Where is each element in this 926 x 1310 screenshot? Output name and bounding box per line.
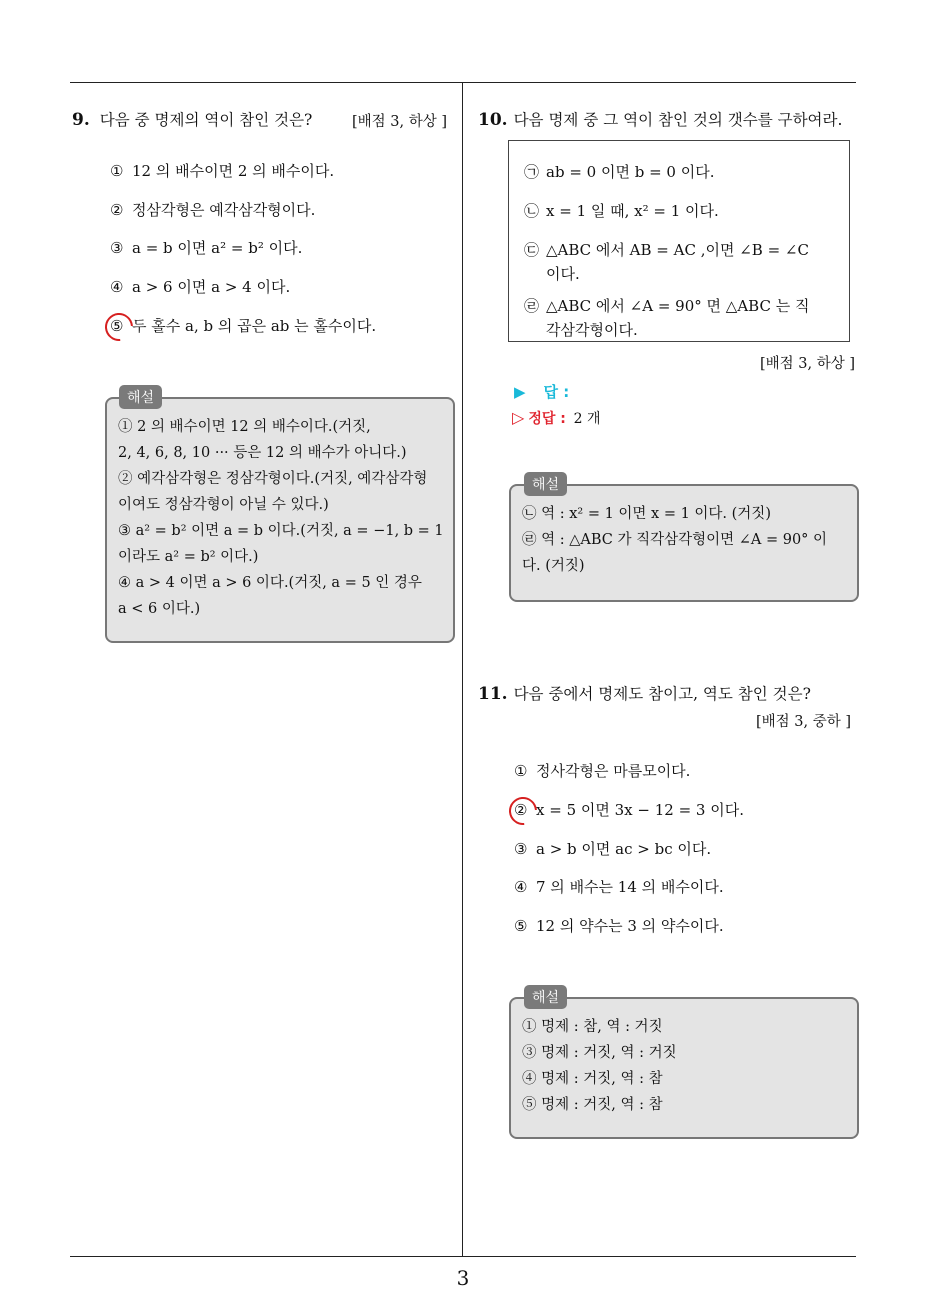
q11-option-2[interactable] bbox=[514, 799, 744, 820]
q10-solution-text bbox=[522, 501, 850, 579]
q10-statement-3-cont: 이다. bbox=[546, 265, 580, 283]
page-number: 3 bbox=[456, 1266, 470, 1290]
q9-number: 9. bbox=[72, 110, 90, 130]
q11-option-3-text: a > b 이면 ac > bc 이다. bbox=[536, 840, 712, 858]
q10-number: 10. bbox=[478, 110, 508, 130]
q9-solution-text bbox=[118, 414, 444, 622]
q11-score: [배점 3, 중하 ] bbox=[756, 714, 852, 730]
q11-option-3[interactable] bbox=[514, 838, 711, 859]
q11-option-5[interactable] bbox=[514, 915, 724, 936]
q11-number: 11. bbox=[478, 684, 508, 704]
q9-solution-line: 2, 4, 6, 8, 10 ··· 등은 12 의 배수가 아니다.) bbox=[118, 445, 407, 461]
q11-solution-line: ① 명제 : 참, 역 : 거짓 bbox=[522, 1019, 663, 1035]
q9-question: 다음 중 명제의 역이 참인 것은? bbox=[99, 111, 313, 129]
q9-option-1[interactable] bbox=[110, 160, 334, 181]
q10-correct-value: 2 개 bbox=[573, 411, 601, 427]
q9-option-5-num: ⑤ bbox=[110, 317, 132, 335]
q10-solution-line: 다. (거짓) bbox=[522, 558, 585, 574]
q9-option-4-text: a > 6 이면 a > 4 이다. bbox=[132, 278, 291, 296]
q9-answer-circle-mark bbox=[99, 307, 138, 346]
q11-option-5-text: 12 의 약수는 3 의 약수이다. bbox=[536, 917, 724, 935]
q11-option-1-text: 정사각형은 마름모이다. bbox=[536, 762, 691, 780]
q9-option-4-num: ④ bbox=[110, 278, 124, 296]
q9-solution-line: ① 2 의 배수이면 12 의 배수이다.(거짓, bbox=[118, 419, 371, 435]
q11-solution-text bbox=[522, 1014, 850, 1118]
column-divider bbox=[462, 82, 463, 1256]
q10-statement-list bbox=[524, 160, 844, 342]
q11-option-2-text: x = 5 이면 3x − 12 = 3 이다. bbox=[536, 801, 744, 819]
top-rule bbox=[70, 82, 856, 83]
q10-header bbox=[478, 108, 842, 130]
q9-solution-line: 이여도 정삼각형이 아닐 수 있다.) bbox=[118, 497, 329, 513]
q11-solution-tag: 해설 bbox=[524, 985, 567, 1009]
q10-statement-4-cont: 각삼각형이다. bbox=[546, 321, 638, 339]
q9-solution-line: 이라도 a² = b² 이다.) bbox=[118, 549, 259, 565]
q11-option-1-num: ① bbox=[514, 762, 528, 780]
q10-question: 다음 명제 중 그 역이 참인 것의 갯수를 구하여라. bbox=[513, 111, 843, 129]
q9-option-2-text: 정삼각형은 예각삼각형이다. bbox=[132, 201, 316, 219]
q9-option-4[interactable] bbox=[110, 276, 290, 297]
q11-solution-line: ④ 명제 : 거짓, 역 : 참 bbox=[522, 1071, 663, 1087]
q10-statement-4: ㉣ △ABC 에서 ∠A = 90° 면 △ABC 는 직 bbox=[524, 297, 810, 315]
q11-option-2-num: ② bbox=[514, 801, 536, 819]
q11-option-1[interactable] bbox=[514, 760, 690, 781]
q11-header bbox=[478, 682, 811, 704]
q9-option-3[interactable] bbox=[110, 237, 302, 258]
q9-solution-line: ④ a > 4 이면 a > 6 이다.(거짓, a = 5 인 경우 bbox=[118, 575, 422, 591]
correct-arrow-icon: ▷ bbox=[512, 408, 525, 427]
q9-option-3-text: a = b 이면 a² = b² 이다. bbox=[132, 239, 303, 257]
q10-statement-1: ㉠ ab = 0 이면 b = 0 이다. bbox=[524, 163, 715, 181]
q11-option-4-text: 7 의 배수는 14 의 배수이다. bbox=[536, 878, 724, 896]
q10-answer-label: 답 : bbox=[543, 383, 570, 401]
answer-arrow-icon: ▶ bbox=[514, 383, 526, 401]
q10-statement-3: ㉢ △ABC 에서 AB = AC ,이면 ∠B = ∠C bbox=[524, 241, 809, 259]
bottom-rule bbox=[70, 1256, 856, 1257]
q9-solution-line: a < 6 이다.) bbox=[118, 601, 201, 617]
q10-statement-2: ㉡ x = 1 일 때, x² = 1 이다. bbox=[524, 202, 719, 220]
q9-option-2[interactable] bbox=[110, 199, 315, 220]
q11-option-5-num: ⑤ bbox=[514, 917, 528, 935]
q11-answer-circle-mark bbox=[503, 791, 542, 830]
q9-header bbox=[72, 108, 312, 130]
q9-option-2-num: ② bbox=[110, 201, 124, 219]
q9-solution-line: ③ a² = b² 이면 a = b 이다.(거짓, a = −1, b = 1 bbox=[118, 523, 444, 539]
q9-option-5[interactable] bbox=[110, 315, 376, 336]
q10-score: [배점 3, 하상 ] bbox=[760, 356, 856, 372]
q10-solution-tag: 해설 bbox=[524, 472, 567, 496]
q9-score: [배점 3, 하상 ] bbox=[352, 114, 448, 130]
q9-solution-tag: 해설 bbox=[119, 385, 162, 409]
q10-solution-line: ㉣ 역 : △ABC 가 직각삼각형이면 ∠A = 90° 이 bbox=[522, 532, 828, 548]
q11-option-4[interactable] bbox=[514, 876, 724, 897]
q9-option-5-text: 두 홀수 a, b 의 곱은 ab 는 홀수이다. bbox=[132, 317, 377, 335]
q10-correct-row bbox=[512, 408, 601, 428]
q11-solution-line: ⑤ 명제 : 거짓, 역 : 참 bbox=[522, 1097, 663, 1113]
q9-option-1-text: 12 의 배수이면 2 의 배수이다. bbox=[132, 162, 335, 180]
q10-answer-row bbox=[514, 381, 569, 402]
q11-option-4-num: ④ bbox=[514, 878, 528, 896]
q11-option-3-num: ③ bbox=[514, 840, 528, 858]
q9-solution-line: ② 예각삼각형은 정삼각형이다.(거짓, 예각삼각형 bbox=[118, 471, 428, 487]
q11-solution-line: ③ 명제 : 거짓, 역 : 거짓 bbox=[522, 1045, 677, 1061]
q10-solution-line: ㉡ 역 : x² = 1 이면 x = 1 이다. (거짓) bbox=[522, 506, 771, 522]
q11-question: 다음 중에서 명제도 참이고, 역도 참인 것은? bbox=[513, 685, 811, 703]
q9-option-3-num: ③ bbox=[110, 239, 124, 257]
q10-correct-label: 정답 : bbox=[528, 411, 566, 427]
q9-option-1-num: ① bbox=[110, 162, 124, 180]
